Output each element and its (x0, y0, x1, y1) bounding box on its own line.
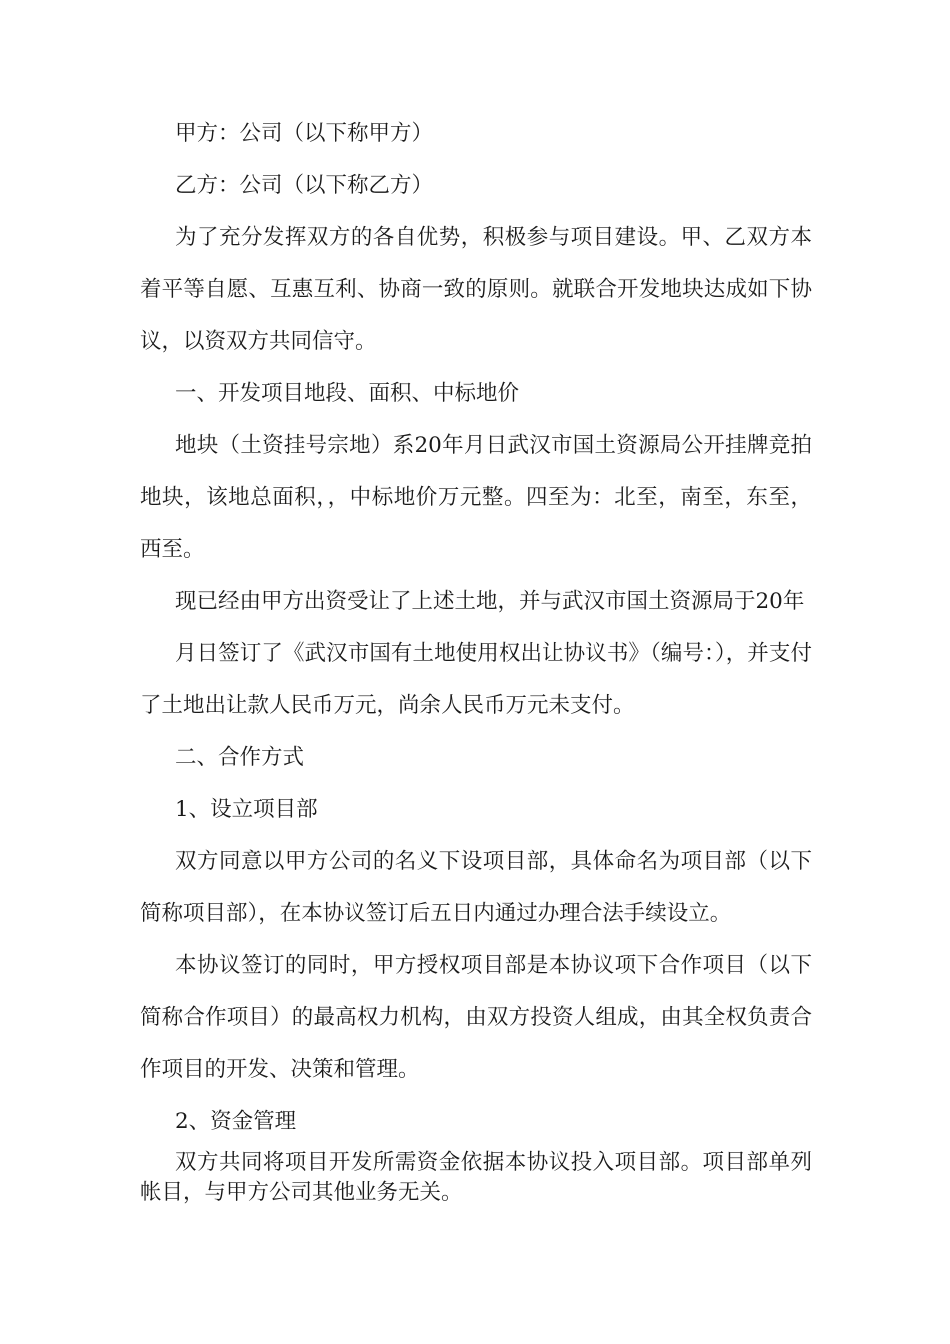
agreement-signing-paragraph: 月日签订了《武汉市国有土地使用权出让协议书》（编号：），并支付了土地出让款人民币万元，尚余人民币万元未支付。 (140, 641, 812, 718)
project-dept-paragraph: 双方同意以甲方公司的名义下设项目部，具体命名为项目部（以下简称项目部），在本协议签订后五日内通过办理合法手续设立。 (140, 849, 812, 926)
section-1-heading: 一、开发项目地段、面积、中标地价 (175, 381, 520, 406)
document-page (140, 108, 812, 1208)
party-b-line: 乙方：公司（以下称乙方） (175, 173, 434, 198)
preamble-paragraph: 为了充分发挥双方的各自优势，积极参与项目建设。甲、乙双方本着平等自愿、互惠互利、协商一致的原则。就联合开发地块达成如下协议，以资双方共同信守。 (140, 225, 812, 354)
land-transfer-paragraph: 现已经由甲方出资受让了上述土地，并与武汉市国土资源局于20年 (175, 589, 805, 614)
party-a-line: 甲方：公司（以下称甲方） (175, 121, 434, 146)
land-description-paragraph: 地块（土资挂号宗地）系20年月日武汉市国土资源局公开挂牌竞拍地块，该地总面积，，中标地价万元整。四至为：北至，南至，东至，西至。 (140, 433, 812, 562)
authorization-paragraph: 本协议签订的同时，甲方授权项目部是本协议项下合作项目（以下简称合作项目）的最高权力机构，由双方投资人组成，由其全权负责合作项目的开发、决策和管理。 (140, 953, 812, 1082)
fund-management-paragraph: 双方共同将项目开发所需资金依据本协议投入项目部。项目部单列帐目，与甲方公司其他业务无关。 (140, 1150, 812, 1205)
section-2-heading: 二、合作方式 (175, 745, 305, 770)
subsection-1-heading: 1、设立项目部 (175, 797, 318, 822)
subsection-2-heading: 2、资金管理 (175, 1109, 297, 1134)
